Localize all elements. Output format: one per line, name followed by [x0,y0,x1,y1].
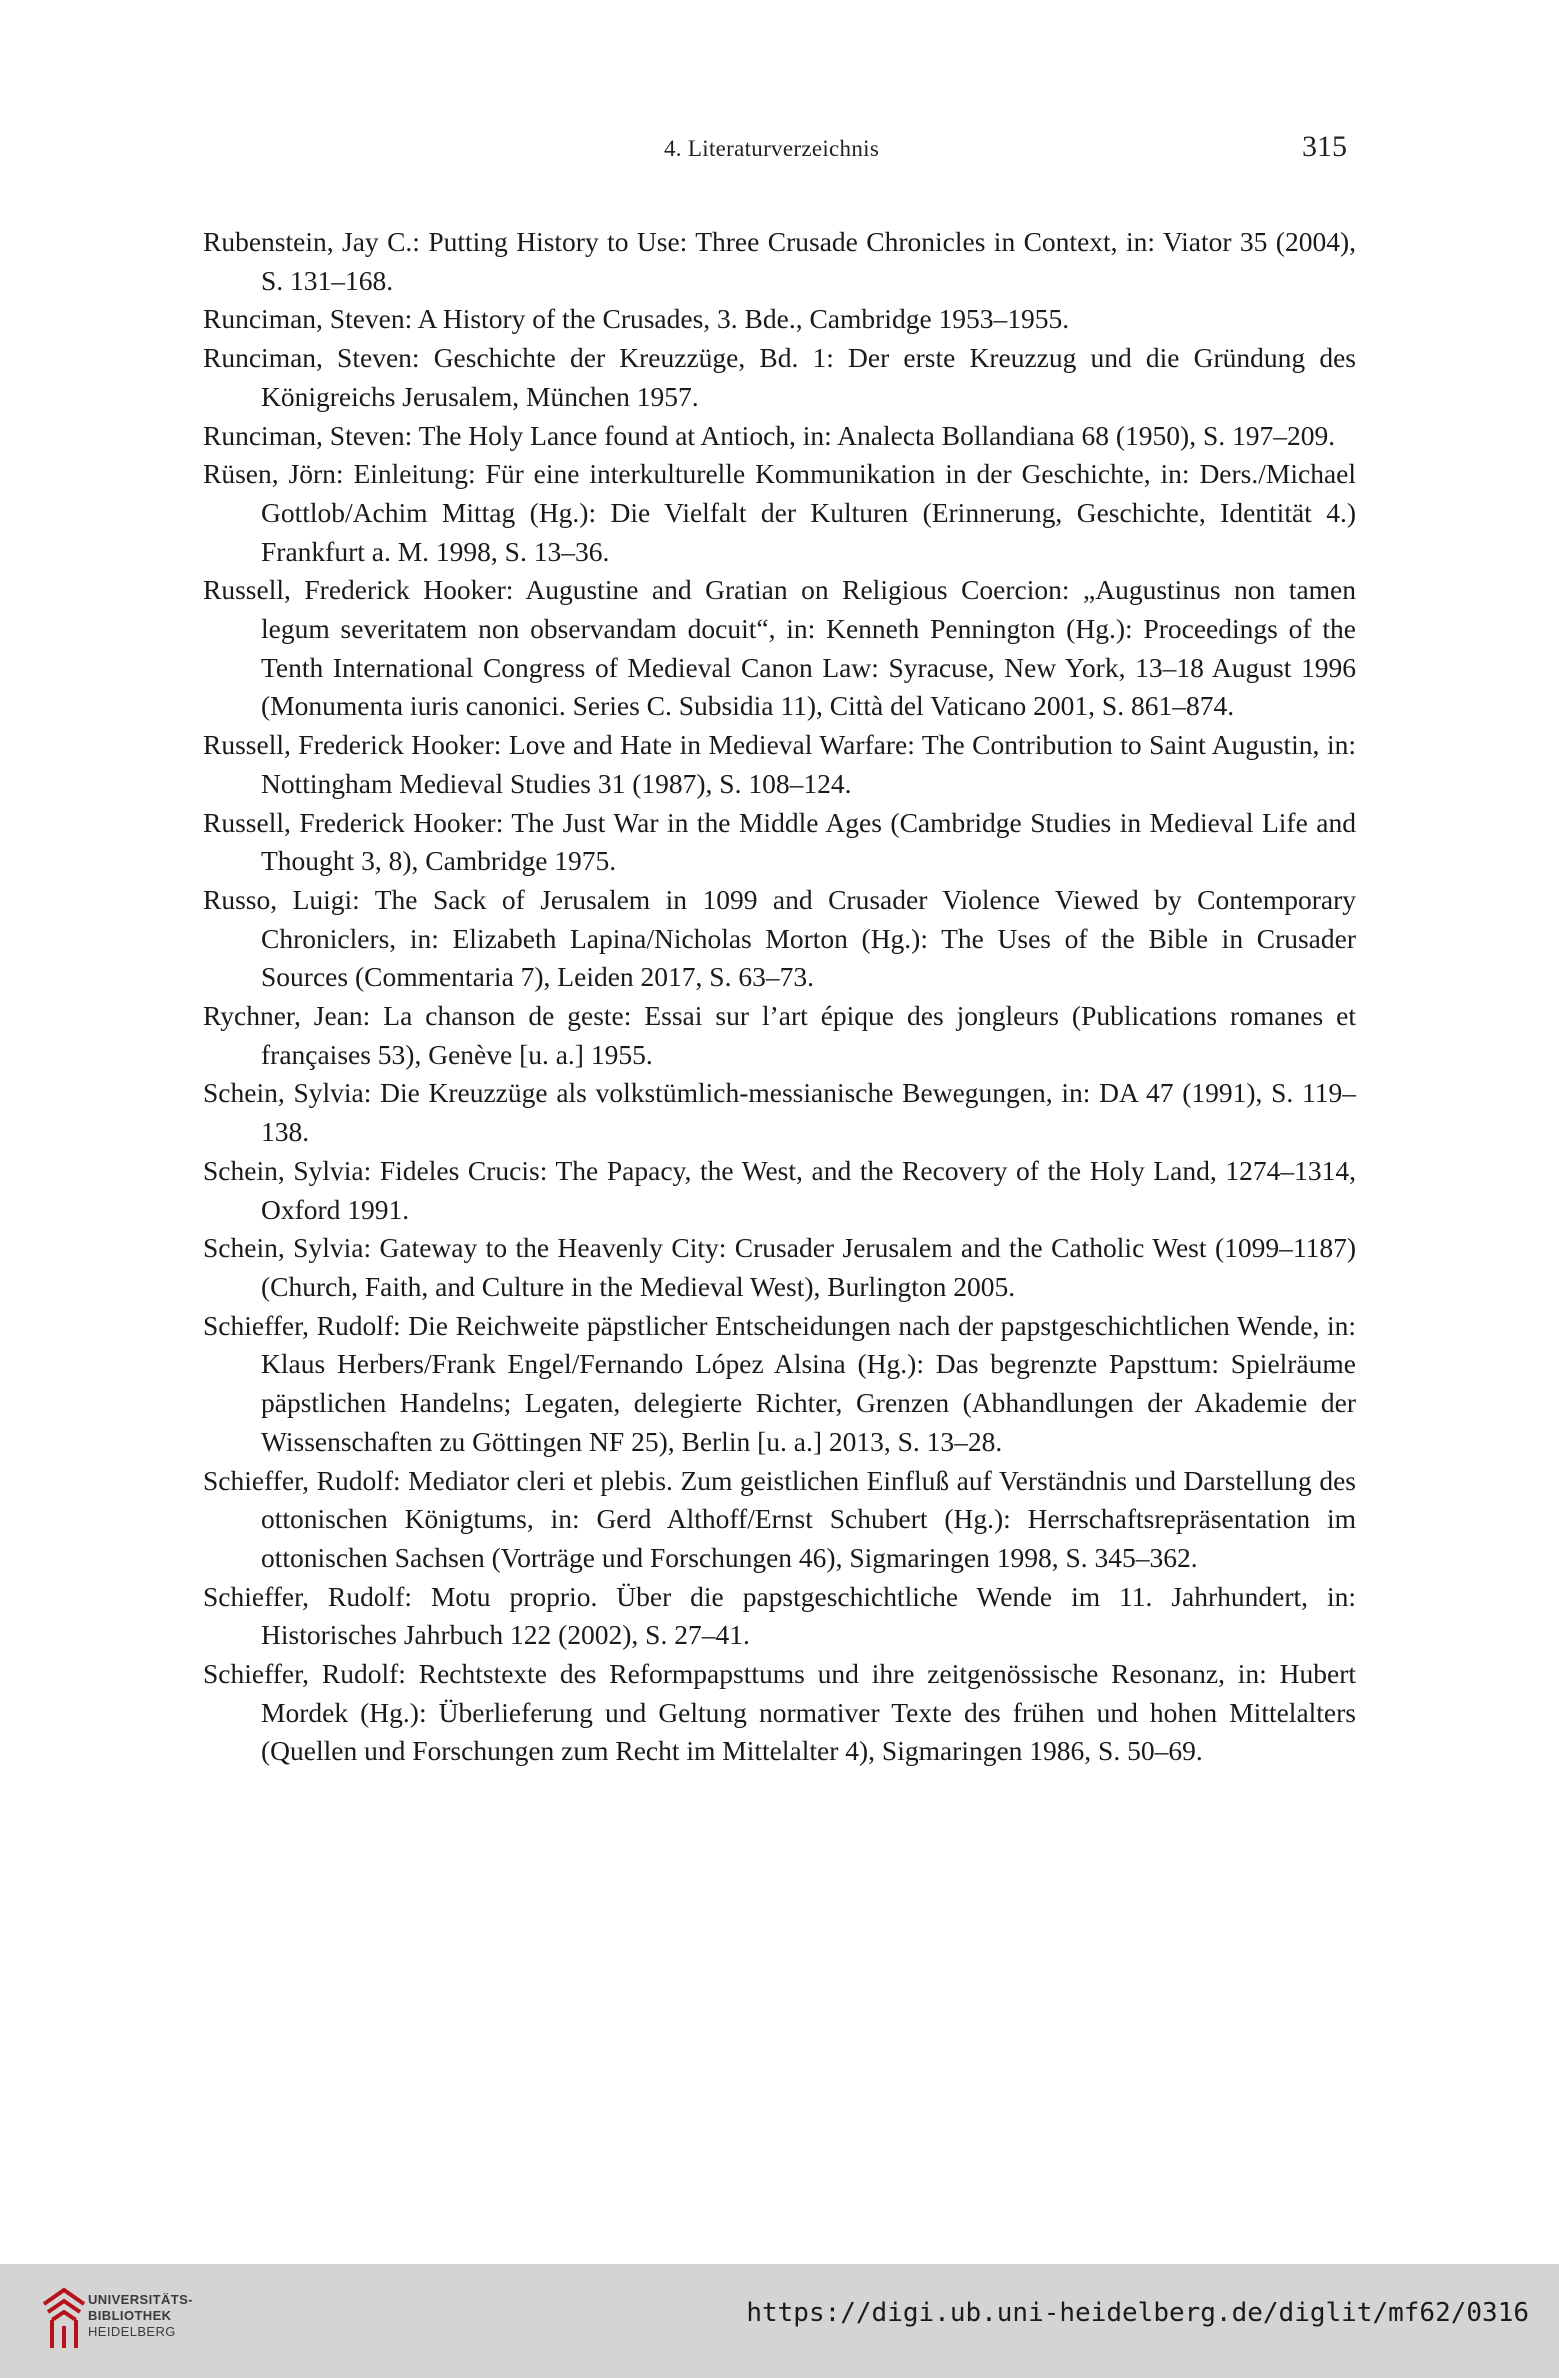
library-name-line: UNIVERSITÄTS- [88,2292,193,2307]
bibliography-entry: Rubenstein, Jay C.: Putting History to Use: Three Crusade Chronicles in Context, in: Viator 35 (2004), S. 131–168. [203,226,1356,296]
bibliography-entry: Schein, Sylvia: Gateway to the Heavenly City: Crusader Jerusalem and the Catholic West (1099–1187) (Church, Faith, and Culture in the Medieval West), Burlington 2005. [203,1232,1356,1302]
bibliography-entry: Schieffer, Rudolf: Die Reichweite päpstlicher Entscheidungen nach der papstgeschichtlichen Wende, in: Klaus Herbers/Frank Engel/Fernando López Alsina (Hg.): Das begrenzte Papsttum: Spielräume päpstlichen Handelns; Legaten, delegierte Richter, Grenzen (Abhandlungen der Akademie der Wissenschaften zu Göttingen NF 25), Berlin [u. a.] 2013, S. 13–28. [203,1309,1356,1457]
bibliography-entry: Rychner, Jean: La chanson de geste: Essai sur l’art épique des jongleurs (Publications romanes et françaises 53), Genève [u. a.] 1955. [203,1000,1356,1070]
bibliography-entry: Runciman, Steven: The Holy Lance found at Antioch, in: Analecta Bollandiana 68 (1950), S. 197–209. [203,419,1336,451]
bibliography-entry: Runciman, Steven: Geschichte der Kreuzzüge, Bd. 1: Der erste Kreuzzug und die Gründung des Königreichs Jerusalem, München 1957. [203,342,1356,412]
library-name-line: BIBLIOTHEK [88,2308,172,2323]
bibliography-entry: Schieffer, Rudolf: Rechtstexte des Reformpapsttums und ihre zeitgenössische Resonanz, in: Hubert Mordek (Hg.): Überlieferung und Geltung normativer Texte des frühen und hohen Mittelalters (Quellen und Forschungen zum Recht im Mittelalter 4), Sigmaringen 1986, S. 50–69. [203,1658,1356,1767]
bibliography-entry: Russell, Frederick Hooker: Augustine and Gratian on Religious Coercion: „Augustinus non tamen legum severitatem non observandam docuit“, in: Kenneth Pennington (Hg.): Proceedings of the Tenth International Congress of Medieval Canon Law: Syracuse, New York, 13–18 August 1996 (Monumenta iuris canonici. Series C. Subsidia 11), Città del Vaticano 2001, S. 861–874. [203,574,1356,722]
bibliography-list [203,223,1356,1771]
bibliography-entry: Schein, Sylvia: Fideles Crucis: The Papacy, the West, and the Recovery of the Holy Land, 1274–1314, Oxford 1991. [203,1154,1356,1225]
university-library-logo-icon [38,2282,90,2352]
bibliography-entry: Russell, Frederick Hooker: The Just War in the Middle Ages (Cambridge Studies in Medieval Life and Thought 3, 8), Cambridge 1975. [203,806,1356,877]
bibliography-entry: Russo, Luigi: The Sack of Jerusalem in 1099 and Crusader Violence Viewed by Contemporary Chroniclers, in: Elizabeth Lapina/Nicholas Morton (Hg.): The Uses of the Bible in Crusader Sources (Commentaria 7), Leiden 2017, S. 63–73. [203,883,1356,993]
page-number: 315 [1302,130,1347,163]
bibliography-entry: Rüsen, Jörn: Einleitung: Für eine interkulturelle Kommunikation in der Geschichte, in: Ders./Michael Gottlob/Achim Mittag (Hg.): Die Vielfalt der Kulturen (Erinnerung, Geschichte, Identität 4.) Frankfurt a. M. 1998, S. 13–36. [203,458,1356,567]
library-name-line: HEIDELBERG [88,2324,176,2339]
bibliography-entry: Russell, Frederick Hooker: Love and Hate in Medieval Warfare: The Contribution to Saint Augustin, in: Nottingham Medieval Studies 31 (1987), S. 108–124. [203,729,1356,799]
bibliography-entry: Schieffer, Rudolf: Motu proprio. Über die papstgeschichtliche Wende im 11. Jahrhundert, in: Historisches Jahrbuch 122 (2002), S. 27–41. [203,1580,1356,1651]
source-url-link[interactable]: https://digi.ub.uni-heidelberg.de/diglit/mf62/0316 [746,2298,1529,2328]
running-title: 4. Literaturverzeichnis [664,136,880,161]
bibliography-entry: Runciman, Steven: A History of the Crusades, 3. Bde., Cambridge 1953–1955. [203,303,1070,335]
library-name [88,2292,193,2340]
bibliography-entry: Schein, Sylvia: Die Kreuzzüge als volkstümlich-messianische Bewegungen, in: DA 47 (1991), S. 119–138. [203,1077,1356,1148]
bibliography-entry: Schieffer, Rudolf: Mediator cleri et plebis. Zum geistlichen Einfluß auf Verständnis und Darstellung des ottonischen Königtums, in: Gerd Althoff/Ernst Schubert (Hg.): Herrschaftsrepräsentation im ottonischen Sachsen (Vorträge und Forschungen 46), Sigmaringen 1998, S. 345–362. [203,1464,1356,1573]
